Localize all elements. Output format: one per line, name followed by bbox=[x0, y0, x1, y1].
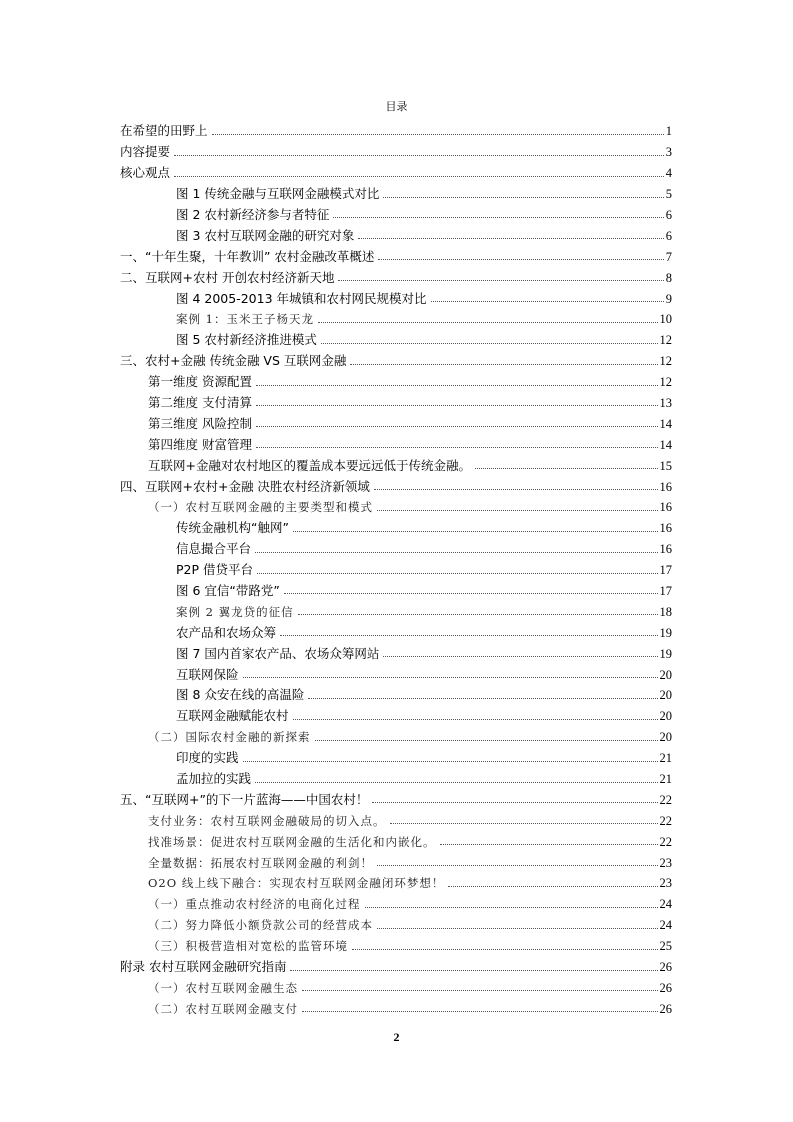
dot-leader bbox=[243, 677, 658, 678]
toc-entry-text: （一）农村互联网金融生态 bbox=[148, 980, 298, 995]
toc-entry-text: 二、互联网+农村 开创农村经济新天地 bbox=[120, 269, 335, 285]
toc-entry-page: 20 bbox=[659, 688, 672, 703]
dot-leader bbox=[302, 1011, 658, 1012]
dot-leader bbox=[255, 782, 657, 783]
toc-entry[interactable] bbox=[120, 639, 672, 660]
toc-entry-page: 26 bbox=[659, 1001, 672, 1016]
dot-leader bbox=[256, 405, 658, 406]
toc-entry-page: 16 bbox=[659, 479, 672, 494]
toc-entry-page: 17 bbox=[659, 563, 672, 578]
toc-entry[interactable] bbox=[120, 848, 672, 869]
toc-entry-text: 图 4 2005-2013 年城镇和农村网民规模对比 bbox=[176, 290, 427, 306]
toc-entry[interactable] bbox=[120, 305, 672, 326]
toc-entry[interactable] bbox=[120, 263, 672, 284]
dot-leader bbox=[475, 468, 658, 469]
toc-entry[interactable] bbox=[120, 702, 672, 723]
toc-entry-text: 第二维度 支付清算 bbox=[148, 394, 252, 410]
toc-entry-text: O2O 线上线下融合：实现农村互联网金融闭环梦想！ bbox=[148, 876, 445, 891]
toc-entry[interactable] bbox=[120, 806, 672, 827]
dot-leader bbox=[431, 301, 664, 302]
toc-entry-text: 图 8 众安在线的高温险 bbox=[176, 687, 305, 703]
toc-entry-text: 图 1 传统金融与互联网金融模式对比 bbox=[176, 186, 380, 202]
dot-leader bbox=[365, 907, 658, 908]
toc-entry-page: 18 bbox=[659, 604, 672, 619]
toc-entry-page: 23 bbox=[659, 876, 672, 891]
toc-entry-page: 20 bbox=[659, 709, 672, 724]
toc-entry[interactable] bbox=[120, 284, 672, 305]
toc-entry[interactable] bbox=[120, 911, 672, 932]
toc-entry-page: 20 bbox=[659, 730, 672, 745]
toc-entry[interactable] bbox=[120, 681, 672, 702]
toc-entry[interactable] bbox=[120, 472, 672, 493]
toc-entry-page: 13 bbox=[659, 395, 672, 410]
toc-entry-page: 25 bbox=[659, 939, 672, 954]
toc-entry-text: 第三维度 风险控制 bbox=[148, 415, 252, 431]
toc-entry-text: P2P 借贷平台 bbox=[176, 562, 254, 578]
toc-entry-page: 5 bbox=[665, 187, 672, 202]
toc-entry[interactable] bbox=[120, 409, 672, 430]
toc-entry-page: 26 bbox=[659, 980, 672, 995]
dot-leader bbox=[372, 802, 657, 803]
dot-leader bbox=[321, 343, 658, 344]
dot-leader bbox=[256, 385, 658, 386]
dot-leader bbox=[350, 364, 657, 365]
dot-leader bbox=[293, 531, 658, 532]
toc-entry[interactable] bbox=[120, 869, 672, 890]
dot-leader bbox=[284, 593, 658, 594]
toc-entry-text: 三、农村+金融 传统金融 VS 互联网金融 bbox=[120, 353, 347, 369]
toc-entry-page: 22 bbox=[659, 834, 672, 849]
toc-entry[interactable] bbox=[120, 221, 672, 242]
toc-entry-text: 图 5 农村新经济推进模式 bbox=[176, 332, 317, 348]
dot-leader bbox=[440, 844, 658, 845]
toc-entry-page: 20 bbox=[659, 667, 672, 682]
toc-entry[interactable] bbox=[120, 786, 672, 807]
dot-leader bbox=[448, 886, 657, 887]
toc-entry[interactable] bbox=[120, 117, 672, 138]
dot-leader bbox=[383, 656, 657, 657]
dot-leader bbox=[302, 990, 658, 991]
toc-entry-page: 17 bbox=[659, 583, 672, 598]
dot-leader bbox=[352, 949, 658, 950]
toc-entry-text: 五、“互联网+”的下一片蓝海——中国农村！ bbox=[120, 791, 369, 807]
toc-entry-text: 图 3 农村互联网金融的研究对象 bbox=[176, 227, 355, 243]
toc-entry[interactable] bbox=[120, 932, 672, 953]
toc-entry[interactable] bbox=[120, 723, 672, 744]
toc-entry[interactable] bbox=[120, 890, 672, 911]
toc-entry-text: 传统金融机构“触网” bbox=[176, 520, 289, 536]
toc-entry-text: （二）国际农村金融的新探索 bbox=[148, 730, 311, 745]
toc-entry[interactable] bbox=[120, 618, 672, 639]
toc-entry[interactable] bbox=[120, 556, 672, 577]
toc-entry-text: 找准场景：促进农村互联网金融的生活化和内嵌化。 bbox=[148, 834, 436, 849]
dot-leader bbox=[377, 865, 658, 866]
toc-entry[interactable] bbox=[120, 974, 672, 995]
toc-entry-page: 21 bbox=[659, 751, 672, 766]
dot-leader bbox=[377, 510, 658, 511]
toc-entry-text: （一）农村互联网金融的主要类型和模式 bbox=[148, 500, 373, 515]
dot-leader bbox=[174, 176, 664, 177]
toc-entry-page: 7 bbox=[665, 249, 672, 264]
toc-entry-page: 15 bbox=[659, 458, 672, 473]
dot-leader bbox=[315, 740, 658, 741]
toc-entry-text: 互联网金融赋能农村 bbox=[176, 708, 289, 724]
toc-entry-page: 8 bbox=[665, 270, 672, 285]
dot-leader bbox=[256, 426, 658, 427]
toc-entry[interactable] bbox=[120, 180, 672, 201]
toc-entry-page: 22 bbox=[659, 813, 672, 828]
toc-entry-text: 内容提要 bbox=[120, 144, 171, 160]
dot-leader bbox=[383, 197, 663, 198]
toc-entry-page: 16 bbox=[659, 500, 672, 515]
toc-entry[interactable] bbox=[120, 389, 672, 410]
dot-leader bbox=[338, 280, 663, 281]
toc-entry-page: 12 bbox=[659, 333, 672, 348]
toc-entry-page: 14 bbox=[659, 437, 672, 452]
toc-entry[interactable] bbox=[120, 242, 672, 263]
dot-leader bbox=[358, 238, 663, 239]
toc-entry[interactable] bbox=[120, 493, 672, 514]
toc-entry[interactable] bbox=[120, 514, 672, 535]
toc-entry-page: 9 bbox=[665, 291, 672, 306]
toc-entry-page: 3 bbox=[665, 145, 672, 160]
dot-leader bbox=[243, 761, 658, 762]
toc-entry-text: 案例 2 翼龙贷的征信 bbox=[176, 604, 294, 619]
dot-leader bbox=[257, 573, 657, 574]
page-number: 2 bbox=[393, 1030, 400, 1044]
dot-leader bbox=[377, 928, 658, 929]
toc-entry-text: 图 7 国内首家农产品、农场众筹网站 bbox=[176, 645, 380, 661]
toc-entry-page: 6 bbox=[665, 207, 672, 222]
toc-entry-page: 23 bbox=[659, 855, 672, 870]
toc-entry-page: 21 bbox=[659, 772, 672, 786]
toc-entry-text: （二）农村互联网金融支付 bbox=[148, 1001, 298, 1016]
dot-leader bbox=[290, 970, 657, 971]
toc-entry-page: 22 bbox=[659, 792, 672, 807]
toc-entry-text: 互联网+金融对农村地区的覆盖成本要远远低于传统金融。 bbox=[148, 457, 471, 473]
toc-entry-text: 农产品和农场众筹 bbox=[176, 624, 277, 640]
toc-entry-page: 6 bbox=[665, 228, 672, 243]
toc-entry-text: 核心观点 bbox=[120, 165, 171, 181]
table-of-contents bbox=[120, 117, 672, 1015]
toc-entry-text: 附录 农村互联网金融研究指南 bbox=[120, 959, 287, 975]
toc-entry-page: 1 bbox=[665, 124, 672, 139]
dot-leader bbox=[390, 823, 658, 824]
dot-leader bbox=[308, 698, 657, 699]
toc-entry[interactable] bbox=[120, 827, 672, 848]
toc-entry[interactable] bbox=[120, 597, 672, 618]
toc-entry-page: 19 bbox=[659, 625, 672, 640]
toc-entry-text: 图 6 宜信“带路党” bbox=[176, 582, 280, 598]
toc-entry-page: 26 bbox=[659, 960, 672, 975]
toc-entry[interactable] bbox=[120, 347, 672, 368]
dot-leader bbox=[280, 635, 657, 636]
dot-leader bbox=[293, 719, 658, 720]
toc-entry-page: 16 bbox=[659, 521, 672, 536]
toc-entry-text: 一、“十年生聚，十年教训” 农村金融改革概述 bbox=[120, 248, 375, 264]
toc-entry[interactable] bbox=[120, 451, 672, 472]
toc-entry[interactable] bbox=[120, 994, 672, 1015]
toc-entry-text: 在希望的田野上 bbox=[120, 123, 208, 139]
dot-leader bbox=[298, 614, 658, 615]
toc-entry-page: 12 bbox=[659, 375, 672, 390]
toc-entry[interactable] bbox=[120, 953, 672, 974]
toc-entry-text: 支付业务：农村互联网金融破局的切入点。 bbox=[148, 813, 386, 828]
dot-leader bbox=[318, 322, 658, 323]
toc-entry-page: 10 bbox=[659, 312, 672, 327]
toc-entry-text: （一）重点推动农村经济的电商化过程 bbox=[148, 897, 361, 912]
toc-entry[interactable] bbox=[120, 430, 672, 451]
toc-entry-text: 图 2 农村新经济参与者特征 bbox=[176, 206, 330, 222]
toc-entry[interactable] bbox=[120, 660, 672, 681]
toc-entry-page: 14 bbox=[659, 416, 672, 431]
toc-title: 目录 bbox=[385, 100, 408, 113]
toc-entry-text: （三）积极营造相对宽松的监管环境 bbox=[148, 939, 348, 954]
dot-leader bbox=[374, 489, 658, 490]
toc-entry-page: 19 bbox=[659, 646, 672, 661]
dot-leader bbox=[212, 134, 664, 135]
dot-leader bbox=[256, 447, 658, 448]
toc-entry[interactable] bbox=[120, 201, 672, 222]
toc-entry-text: 全量数据：拓展农村互联网金融的利剑！ bbox=[148, 855, 373, 870]
toc-entry[interactable] bbox=[120, 744, 672, 765]
toc-entry[interactable] bbox=[120, 577, 672, 598]
toc-entry-text: 四、互联网+农村+金融 决胜农村经济新领域 bbox=[120, 478, 370, 494]
toc-entry-text: 孟加拉的实践 bbox=[176, 771, 252, 786]
toc-entry-text: 第一维度 资源配置 bbox=[148, 374, 252, 390]
toc-entry[interactable] bbox=[120, 159, 672, 180]
dot-leader bbox=[378, 259, 663, 260]
toc-entry-page: 4 bbox=[665, 166, 672, 181]
toc-entry-text: 印度的实践 bbox=[176, 750, 239, 766]
dot-leader bbox=[174, 155, 664, 156]
toc-entry-text: （二）努力降低小额贷款公司的经营成本 bbox=[148, 918, 373, 933]
toc-entry-page: 16 bbox=[659, 542, 672, 557]
toc-entry-page: 12 bbox=[659, 354, 672, 369]
toc-entry[interactable] bbox=[120, 326, 672, 347]
toc-entry[interactable] bbox=[120, 765, 672, 786]
dot-leader bbox=[333, 217, 663, 218]
toc-entry-page: 24 bbox=[659, 897, 672, 912]
toc-entry-text: 互联网保险 bbox=[176, 666, 239, 682]
toc-entry-text: 信息撮合平台 bbox=[176, 541, 252, 557]
toc-entry[interactable] bbox=[120, 535, 672, 556]
toc-entry-text: 案例 1：玉米王子杨天龙 bbox=[176, 312, 314, 327]
toc-entry-text: 第四维度 财富管理 bbox=[148, 436, 252, 452]
toc-entry[interactable] bbox=[120, 138, 672, 159]
dot-leader bbox=[255, 552, 657, 553]
toc-entry-page: 24 bbox=[659, 918, 672, 933]
toc-entry[interactable] bbox=[120, 368, 672, 389]
